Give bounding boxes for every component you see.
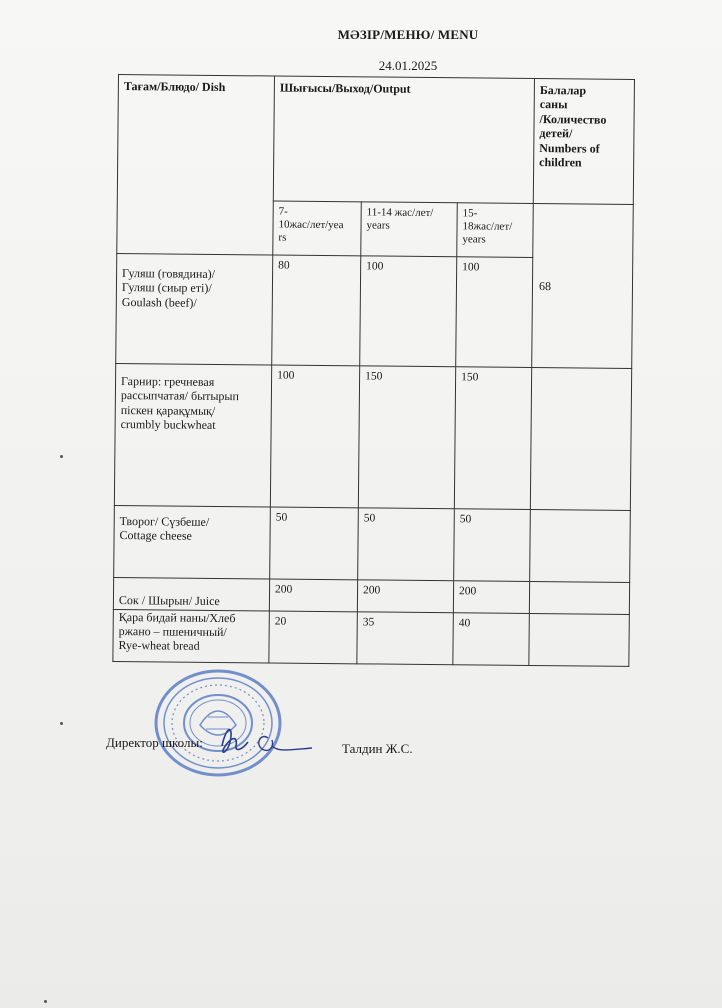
dish-cell: Творог/ Сүзбеше/ Cottage cheese xyxy=(114,505,271,578)
children-empty xyxy=(529,581,629,614)
output-7-10: 80 xyxy=(272,255,361,366)
output-15-18: 50 xyxy=(454,509,531,582)
output-15-18: 200 xyxy=(453,581,529,614)
scan-speck xyxy=(60,455,63,458)
table-row xyxy=(114,505,631,582)
output-15-18: 150 xyxy=(454,367,531,510)
output-7-10: 20 xyxy=(269,611,357,664)
output-15-18: 40 xyxy=(453,613,529,666)
header-output: Шығысы/Выход/Output xyxy=(273,76,534,203)
children-empty xyxy=(530,367,631,510)
output-11-14: 150 xyxy=(358,366,455,509)
age-group-15-18: 15- 18жас/лет/ years xyxy=(457,203,534,258)
output-7-10: 100 xyxy=(270,365,359,508)
header-children: Балалар саны /Количество детей/ Numbers of children xyxy=(533,78,634,204)
output-11-14: 50 xyxy=(358,508,455,581)
dish-cell: Сок / Шырын/ Juice xyxy=(113,577,269,610)
age-group-7-10: 7- 10жас/лет/yea rs xyxy=(273,201,362,256)
dish-cell: Қара бидай наны/Хлеб ржано – пшеничный/ Rye-wheat bread xyxy=(113,609,269,662)
header-row xyxy=(117,75,634,205)
output-11-14: 200 xyxy=(357,580,453,613)
output-11-14: 35 xyxy=(357,612,453,665)
scan-speck xyxy=(44,1000,47,1003)
children-empty xyxy=(530,509,631,582)
scan-speck xyxy=(60,722,63,725)
output-7-10: 50 xyxy=(270,507,359,580)
director-label: Директор школы: xyxy=(106,735,203,750)
table-row xyxy=(114,363,631,510)
table-row xyxy=(113,577,629,614)
header-dish: Тағам/Блюдо/ Dish xyxy=(117,75,275,255)
output-11-14: 100 xyxy=(360,256,457,367)
children-empty xyxy=(529,613,629,666)
document-title: МӘЗІР/МЕНЮ/ MENU xyxy=(337,27,479,42)
dish-cell: Гуляш (говядина)/ Гуляш (сиыр еті)/ Goulash (beef)/ xyxy=(116,253,273,364)
document-date: 24.01.2025 xyxy=(378,58,438,73)
dish-cell: Гарнир: гречневая рассыпчатая/ бытырып піскен қарақұмық/ crumbly buckwheat xyxy=(114,363,271,506)
signature-icon xyxy=(208,716,320,766)
output-15-18: 100 xyxy=(456,257,533,368)
output-7-10: 200 xyxy=(269,579,357,612)
director-name: Талдин Ж.С. xyxy=(342,741,413,756)
table-row xyxy=(113,609,629,666)
children-count: 68 xyxy=(532,203,634,368)
menu-table xyxy=(112,74,635,667)
age-group-11-14: 11-14 жас/лет/ years xyxy=(361,202,458,257)
